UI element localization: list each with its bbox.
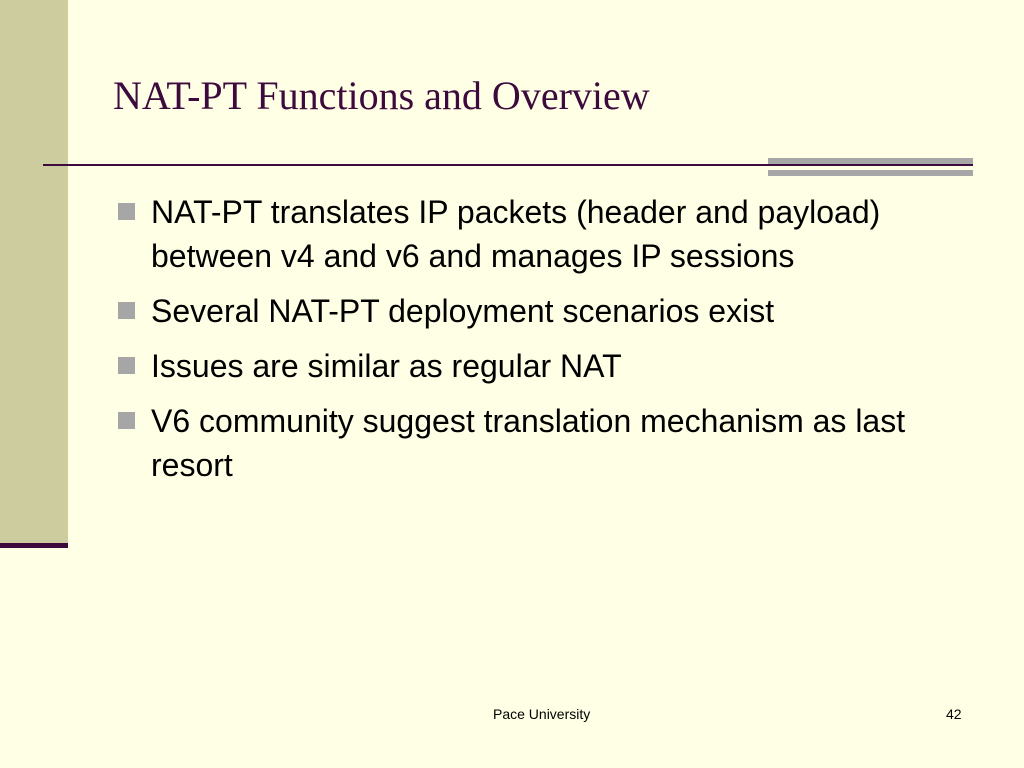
bullet-text: V6 community suggest translation mechanism as last resort	[151, 403, 906, 483]
bullet-item	[113, 344, 963, 388]
bullet-list	[113, 190, 963, 498]
footer-organization: Pace University	[493, 706, 591, 722]
title-divider-line	[43, 164, 973, 166]
bullet-item	[113, 399, 963, 487]
bullet-item	[113, 289, 963, 333]
bullet-text: NAT-PT translates IP packets (header and payload) between v4 and v6 and manages IP sessions	[151, 194, 881, 274]
slide-title: NAT-PT Functions and Overview	[113, 73, 650, 118]
bullet-item	[113, 190, 963, 278]
sidebar-accent-line	[0, 543, 68, 548]
square-bullet-icon	[118, 203, 135, 220]
left-sidebar-band	[0, 0, 68, 545]
square-bullet-icon	[118, 302, 135, 319]
divider-grey-bar-bottom	[768, 170, 973, 176]
bullet-text: Issues are similar as regular NAT	[151, 348, 622, 384]
divider-grey-bar-top	[768, 158, 973, 164]
slide-number: 42	[946, 706, 962, 722]
square-bullet-icon	[118, 357, 135, 374]
square-bullet-icon	[118, 412, 135, 429]
bullet-text: Several NAT-PT deployment scenarios exist	[151, 293, 775, 329]
